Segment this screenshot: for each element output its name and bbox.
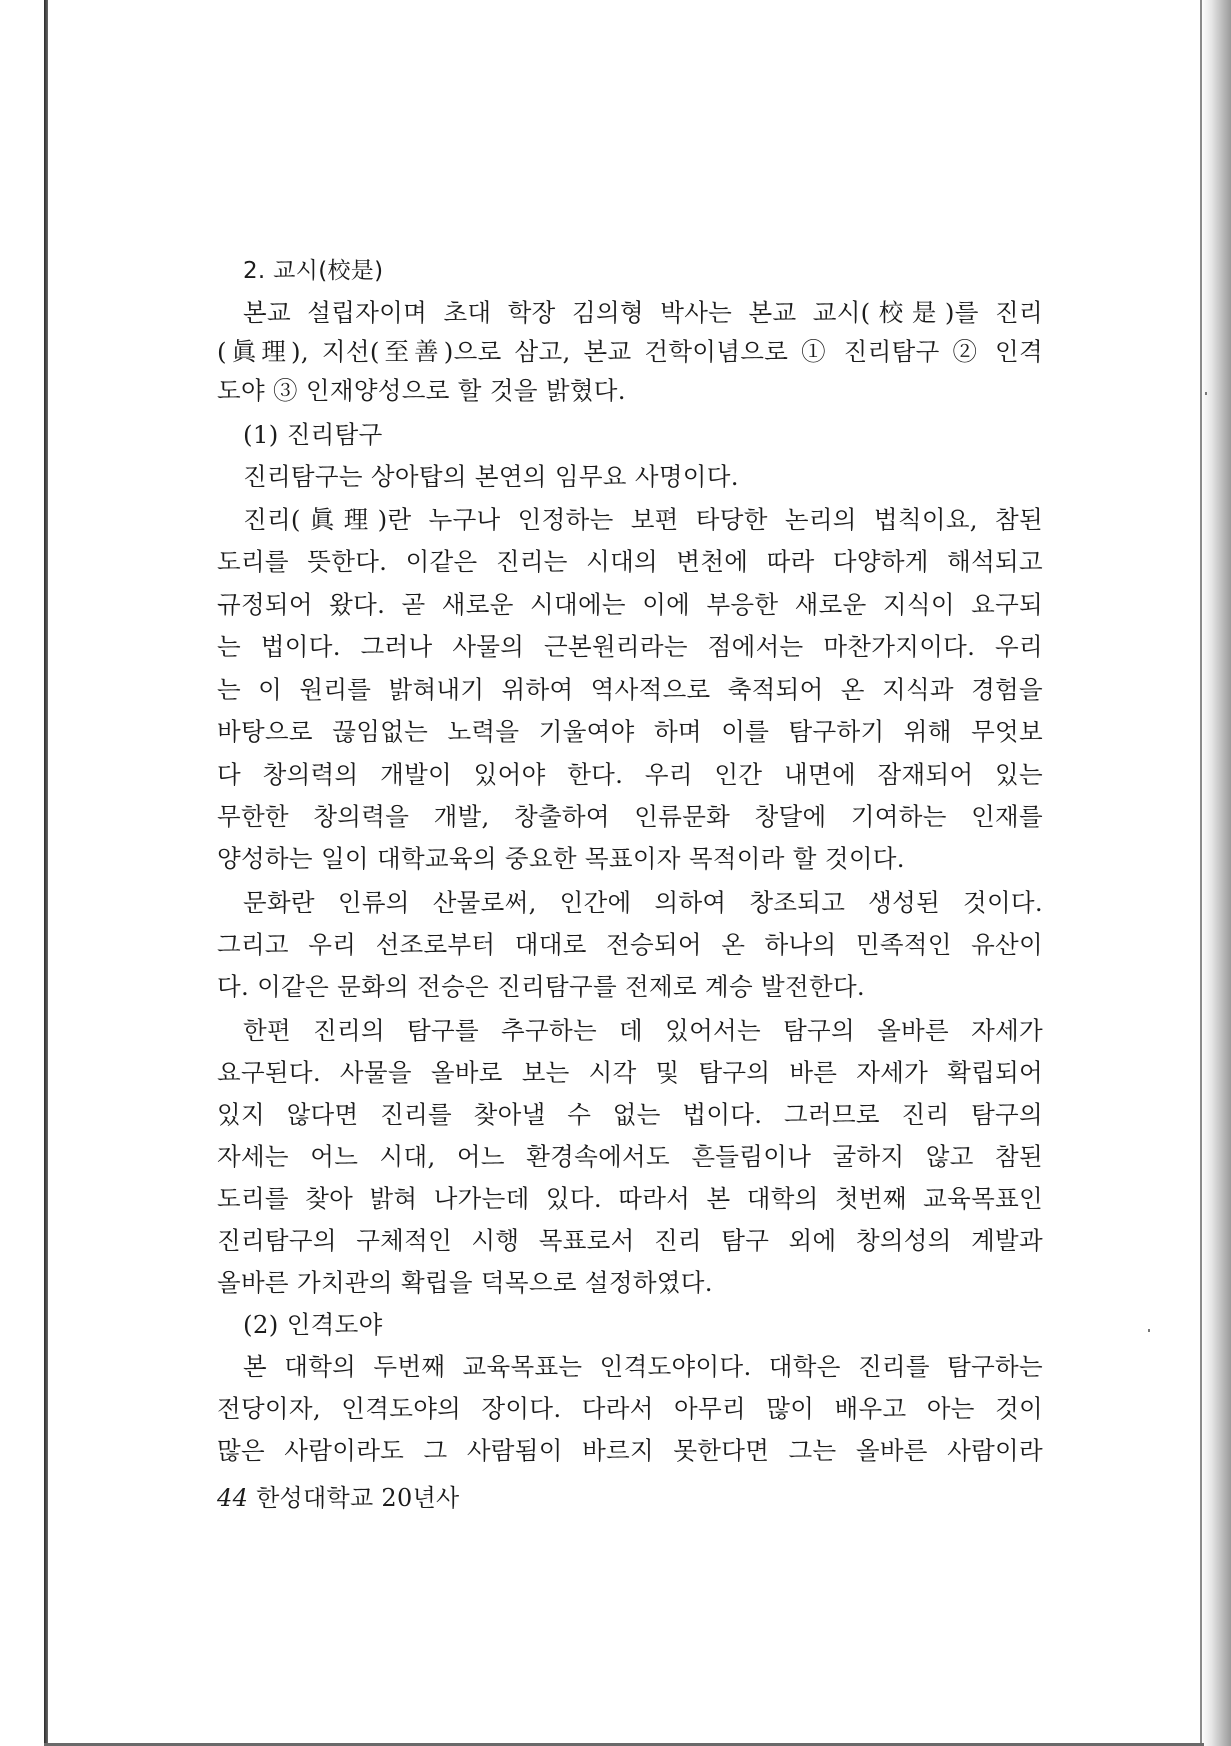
paragraph-line: 자세는 어느 시대, 어느 환경속에서도 흔들림이나 굴하지 않고 참된 bbox=[217, 1142, 1043, 1171]
section-heading: 2. 교시(校是) bbox=[243, 258, 384, 284]
page-footer bbox=[217, 1478, 460, 1513]
paragraph-line: 전당이자, 인격도야의 장이다. 다라서 아무리 많이 배우고 아는 것이 bbox=[217, 1394, 1043, 1423]
page-number: 44 bbox=[217, 1484, 249, 1512]
page-left-edge bbox=[44, 0, 48, 1746]
paragraph-line: 규정되어 왔다. 곧 새로운 시대에는 이에 부응한 새로운 지식이 요구되 bbox=[217, 590, 1043, 619]
paragraph-line: 진리탐구는 상아탑의 본연의 임무요 사명이다. bbox=[243, 462, 739, 491]
paragraph-line: 올바른 가치관의 확립을 덕목으로 설정하였다. bbox=[217, 1268, 713, 1297]
subsection-title-2: (2) 인격도야 bbox=[243, 1310, 383, 1339]
paragraph-line: 그리고 우리 선조로부터 대대로 전승되어 온 하나의 민족적인 유산이 bbox=[217, 930, 1043, 959]
paragraph-line: 바탕으로 끊임없는 노력을 기울여야 하며 이를 탐구하기 위해 무엇보 bbox=[217, 717, 1043, 746]
paragraph-line: 한편 진리의 탐구를 추구하는 데 있어서는 탐구의 올바른 자세가 bbox=[243, 1016, 1043, 1045]
paragraph-line: 문화란 인류의 산물로써, 인간에 의하여 창조되고 생성된 것이다. bbox=[243, 888, 1043, 917]
paragraph-line: 도리를 뜻한다. 이같은 진리는 시대의 변천에 따라 다양하게 해석되고 bbox=[217, 547, 1043, 576]
book-title: 한성대학교 20년사 bbox=[256, 1484, 460, 1512]
paragraph-line: 진리(眞理)란 누구나 인정하는 보편 타당한 논리의 법칙이요, 참된 bbox=[243, 505, 1043, 534]
paragraph-line: 본 대학의 두번째 교육목표는 인격도야이다. 대학은 진리를 탐구하는 bbox=[243, 1352, 1043, 1381]
paragraph-line: 많은 사람이라도 그 사람됨이 바르지 못한다면 그는 올바른 사람이라 bbox=[217, 1436, 1043, 1465]
paragraph-line: 무한한 창의력을 개발, 창출하여 인류문화 창달에 기여하는 인재를 bbox=[217, 802, 1043, 831]
page-right-edge-shadow bbox=[1201, 0, 1231, 1746]
subsection-title-1: (1) 진리탐구 bbox=[243, 420, 383, 449]
paragraph-line: 있지 않다면 진리를 찾아낼 수 없는 법이다. 그러므로 진리 탐구의 bbox=[217, 1100, 1043, 1129]
paragraph-line: 다 창의력의 개발이 있어야 한다. 우리 인간 내면에 잠재되어 있는 bbox=[217, 760, 1043, 789]
paragraph-line: 도리를 찾아 밝혀 나가는데 있다. 따라서 본 대학의 첫번째 교육목표인 bbox=[217, 1184, 1043, 1213]
scan-speck bbox=[1205, 392, 1207, 395]
intro-line: 도야 ③ 인재양성으로 할 것을 밝혔다. bbox=[217, 376, 626, 405]
paragraph-line: 요구된다. 사물을 올바로 보는 시각 및 탐구의 바른 자세가 확립되어 bbox=[217, 1058, 1043, 1087]
intro-line: (眞理), 지선(至善)으로 삼고, 본교 건학이념으로 ① 진리탐구 ② 인격 bbox=[217, 337, 1043, 366]
intro-line: 본교 설립자이며 초대 학장 김의형 박사는 본교 교시(校是)를 진리 bbox=[243, 298, 1043, 327]
page-right-edge-line bbox=[1200, 0, 1202, 1746]
paragraph-line: 다. 이같은 문화의 전승은 진리탐구를 전제로 계승 발전한다. bbox=[217, 972, 865, 1001]
scan-speck bbox=[1148, 1329, 1150, 1332]
paragraph-line: 는 법이다. 그러나 사물의 근본원리라는 점에서는 마찬가지이다. 우리 bbox=[217, 632, 1043, 661]
paragraph-line: 양성하는 일이 대학교육의 중요한 목표이자 목적이라 할 것이다. bbox=[217, 844, 905, 873]
paragraph-line: 진리탐구의 구체적인 시행 목표로서 진리 탐구 외에 창의성의 계발과 bbox=[217, 1226, 1043, 1255]
paragraph-line: 는 이 원리를 밝혀내기 위하여 역사적으로 축적되어 온 지식과 경험을 bbox=[217, 675, 1043, 704]
